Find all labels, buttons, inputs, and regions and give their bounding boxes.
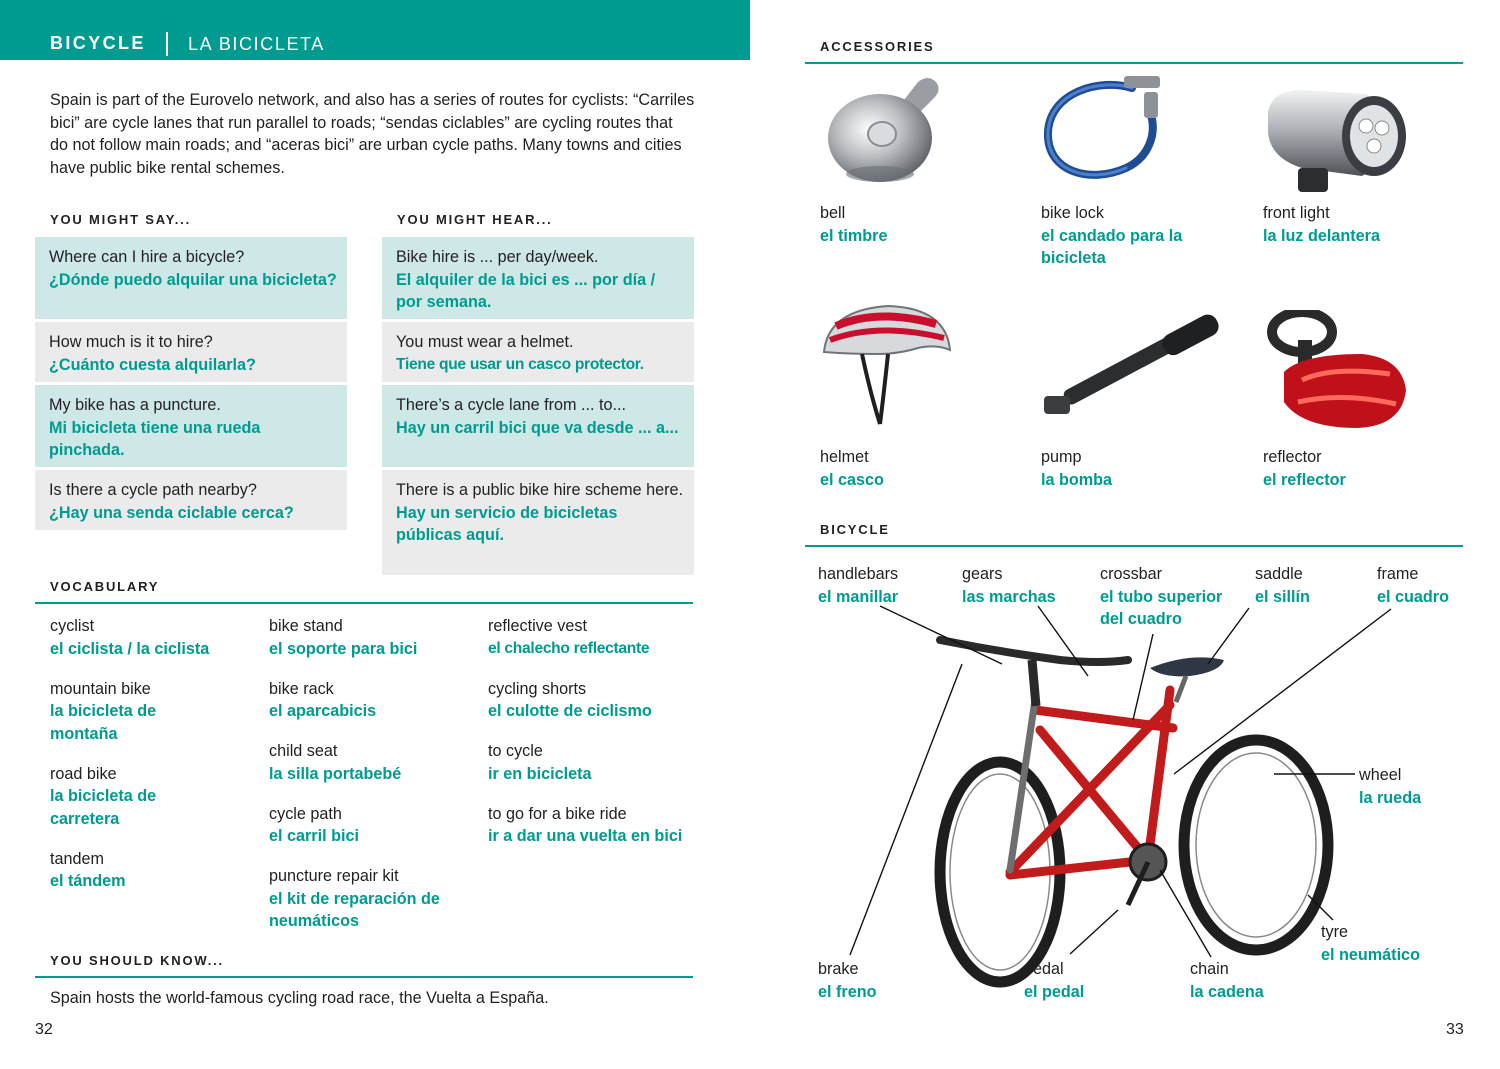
know-text: Spain hosts the world-famous cycling road race, the Vuelta a España.	[50, 989, 549, 1007]
front-wheel	[1184, 740, 1328, 950]
accessory-label-bike-lock: bike lock el candado para la bicicleta	[1041, 204, 1183, 267]
part-label-crossbar: crossbar el tubo superior del cuadro	[1100, 565, 1223, 628]
part-label-handlebars: handlebars el manillar	[818, 565, 899, 606]
handlebar	[940, 640, 1128, 706]
vocab-item: puncture repair kit el kit de reparación de neumáticos	[269, 867, 440, 930]
saddle	[1150, 657, 1224, 702]
hear-item: Bike hire is ... per day/week. El alquiler de la bici es ... por día / por semana.	[382, 237, 694, 319]
vocab-item: to go for a bike ride ir a dar una vuelta en bici	[488, 804, 683, 845]
page-number-right: 33	[1446, 1021, 1464, 1038]
say-heading: YOU MIGHT SAY...	[50, 212, 192, 227]
bicycle-heading: BICYCLE	[820, 522, 890, 537]
part-label-wheel: wheel la rueda	[1359, 766, 1422, 807]
vocab-item: reflective vest el chalecho reflectante	[488, 617, 650, 657]
hear-item: There’s a cycle lane from ... to... Hay un carril bici que va desde ... a...	[382, 385, 694, 467]
vocab-item: child seat la silla portabebé	[269, 742, 402, 783]
header-title-en: BICYCLE	[50, 33, 146, 53]
vocab-item: road bike la bicicleta de carretera	[50, 764, 157, 828]
accessory-label-bell: bell el timbre	[820, 204, 888, 245]
know-heading: YOU SHOULD KNOW...	[50, 953, 224, 968]
part-label-brake: brake el freno	[818, 960, 877, 1001]
vocab-item: mountain bike la bicicleta de montaña	[50, 679, 157, 743]
part-label-chain: chain la cadena	[1190, 960, 1264, 1001]
accessory-label-reflector: reflector el reflector	[1263, 448, 1346, 489]
part-label-tyre: tyre el neumático	[1321, 923, 1420, 964]
say-item: My bike has a puncture. Mi bicicleta tiene una rueda pinchada.	[35, 385, 347, 467]
page-number-left: 32	[35, 1021, 53, 1038]
hear-item: You must wear a helmet. Tiene que usar un casco protector.	[382, 322, 694, 382]
vocab-item: bike rack el aparcabicis	[269, 679, 377, 720]
intro-text: Spain is part of the Eurovelo network, and also has a series of routes for cyclists: “Carriles bici” are cycle lanes that run parallel to roads; “sendas ciclables” are cycling routes that do not follow main roads; and “aceras bici” are urban cycle paths. Many towns and cities have public bike rental schemes.	[50, 91, 695, 177]
accessory-label-front-light: front light la luz delantera	[1263, 204, 1380, 245]
chainring	[1128, 844, 1166, 905]
say-item: Where can I hire a bicycle? ¿Dónde puedo alquilar una bicicleta?	[35, 237, 347, 319]
part-label-gears: gears las marchas	[962, 565, 1056, 606]
say-item: How much is it to hire? ¿Cuánto cuesta alquilarla?	[35, 322, 347, 382]
header-title-es: LA BICICLETA	[188, 34, 325, 54]
accessory-label-helmet: helmet el casco	[820, 448, 884, 489]
accessory-label-pump: pump la bomba	[1041, 448, 1113, 489]
part-label-frame: frame el cuadro	[1377, 565, 1449, 606]
vocab-item: to cycle ir en bicicleta	[488, 742, 592, 783]
part-label-saddle: saddle el sillín	[1255, 565, 1310, 606]
hear-item: There is a public bike hire scheme here. Hay un servicio de bicicletas públicas aquí.	[382, 470, 694, 575]
vocab-item: bike stand el soporte para bici	[269, 617, 418, 658]
vocab-item: tandem el tándem	[50, 849, 126, 890]
accessories-heading: ACCESSORIES	[820, 39, 935, 54]
vocab-item: cycling shorts el culotte de ciclismo	[488, 679, 652, 720]
hear-heading: YOU MIGHT HEAR...	[397, 212, 553, 227]
vocab-item: cyclist el ciclista / la ciclista	[50, 617, 210, 658]
part-label-pedal: pedal el pedal	[1024, 960, 1085, 1001]
vocab-item: cycle path el carril bici	[269, 804, 359, 845]
say-item: Is there a cycle path nearby? ¿Hay una senda ciclable cerca?	[35, 470, 347, 530]
vocab-heading: VOCABULARY	[50, 579, 160, 594]
